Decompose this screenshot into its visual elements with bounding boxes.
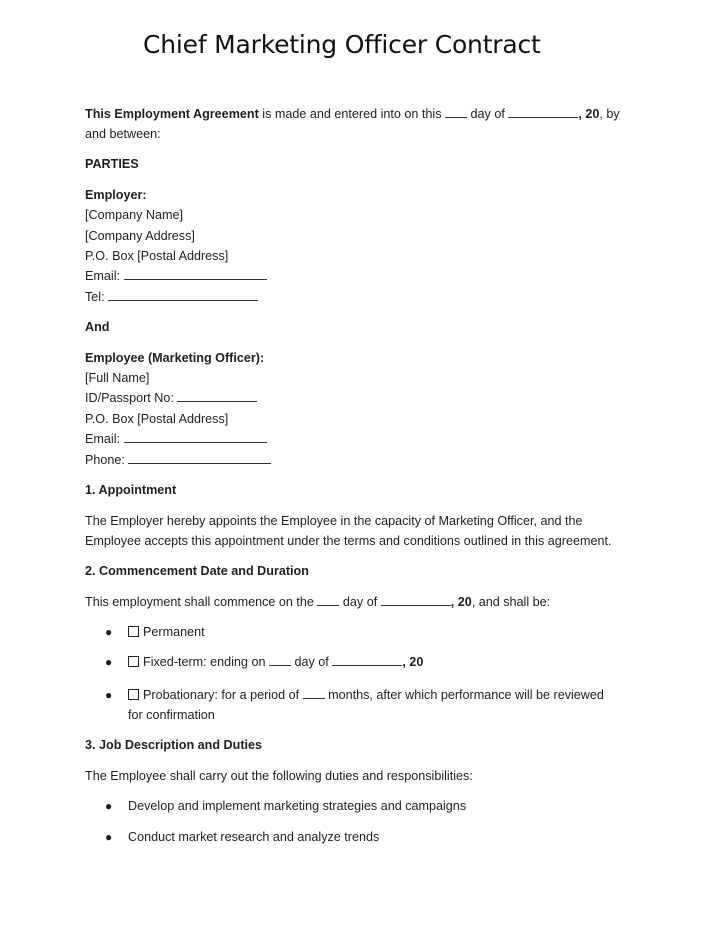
employee-id-blank xyxy=(177,391,257,402)
employee-id-label: ID/Passport No: xyxy=(85,391,178,406)
section2-heading: 2. Commencement Date and Duration xyxy=(85,564,309,579)
and-label: And xyxy=(85,320,110,335)
employment-type-list xyxy=(85,622,665,725)
employee-email-label: Email: xyxy=(85,432,124,447)
blank-fixed-day xyxy=(269,655,291,666)
duties-list xyxy=(85,796,665,847)
employee-full-name: [Full Name] xyxy=(85,371,150,386)
list-item xyxy=(85,827,665,847)
duty-item: Develop and implement marketing strategies and campaigns xyxy=(128,799,467,814)
employee-block xyxy=(85,348,665,470)
blank-month xyxy=(508,107,578,118)
employer-company-name: [Company Name] xyxy=(85,208,183,223)
list-item xyxy=(85,622,665,642)
checkbox-icon[interactable] xyxy=(128,626,139,637)
blank-start-day xyxy=(317,595,339,606)
bullet-icon: ● xyxy=(105,655,113,670)
employee-po-box: P.O. Box [Postal Address] xyxy=(85,411,229,426)
bullet-icon: ● xyxy=(105,625,113,640)
intro-lead: This Employment Agreement xyxy=(85,107,259,121)
option-probationary: Probationary: for a period of xyxy=(143,687,303,702)
blank-fixed-month xyxy=(332,655,402,666)
bullet-icon: ● xyxy=(105,687,113,702)
document-body xyxy=(85,104,665,847)
bullet-icon: ● xyxy=(105,799,113,814)
employee-phone-label: Phone: xyxy=(85,452,129,467)
employee-heading: Employee (Marketing Officer): xyxy=(85,350,265,365)
list-item xyxy=(85,796,665,816)
list-item: ● Probationary: for a period of months, after which performance will be reviewed for confirmation xyxy=(85,685,665,726)
blank-start-month xyxy=(381,595,451,606)
option-fixed-term: Fixed-term: ending on xyxy=(143,655,269,670)
blank-prob-months xyxy=(303,688,325,699)
employer-email-blank xyxy=(124,269,267,280)
employer-po-box: P.O. Box [Postal Address] xyxy=(85,249,229,264)
employer-email-label: Email: xyxy=(85,269,124,284)
employer-block xyxy=(85,185,665,307)
checkbox-icon[interactable] xyxy=(128,656,139,667)
option-permanent: Permanent xyxy=(143,625,205,640)
section2-lead: This employment shall commence on the day of , 20, and shall be: xyxy=(85,594,551,609)
employer-tel-blank xyxy=(108,290,258,301)
parties-heading: PARTIES xyxy=(85,157,139,172)
blank-day xyxy=(445,107,467,118)
document-title: Chief Marketing Officer Contract xyxy=(143,30,541,59)
intro-paragraph: This Employment Agreement is made and entered into on this day of , 20, by and between: xyxy=(85,107,620,142)
employee-phone-blank xyxy=(128,453,271,464)
employer-company-address: [Company Address] xyxy=(85,228,195,243)
employer-heading: Employer: xyxy=(85,187,147,202)
bullet-icon: ● xyxy=(105,829,113,844)
duty-item: Conduct market research and analyze trends xyxy=(128,829,380,844)
section3-heading: 3. Job Description and Duties xyxy=(85,738,263,753)
checkbox-icon[interactable] xyxy=(128,689,139,700)
section3-lead: The Employee shall carry out the following duties and responsibilities: xyxy=(85,768,473,783)
section1-paragraph: The Employer hereby appoints the Employee in the capacity of Marketing Officer, and the Employee accepts this appointment under the terms and conditions outlined in this agreement. xyxy=(85,513,612,548)
section1-heading: 1. Appointment xyxy=(85,483,177,498)
employer-tel-label: Tel: xyxy=(85,289,109,304)
employee-email-blank xyxy=(124,432,267,443)
list-item: ● Fixed-term: ending on day of , 20 xyxy=(85,652,665,672)
